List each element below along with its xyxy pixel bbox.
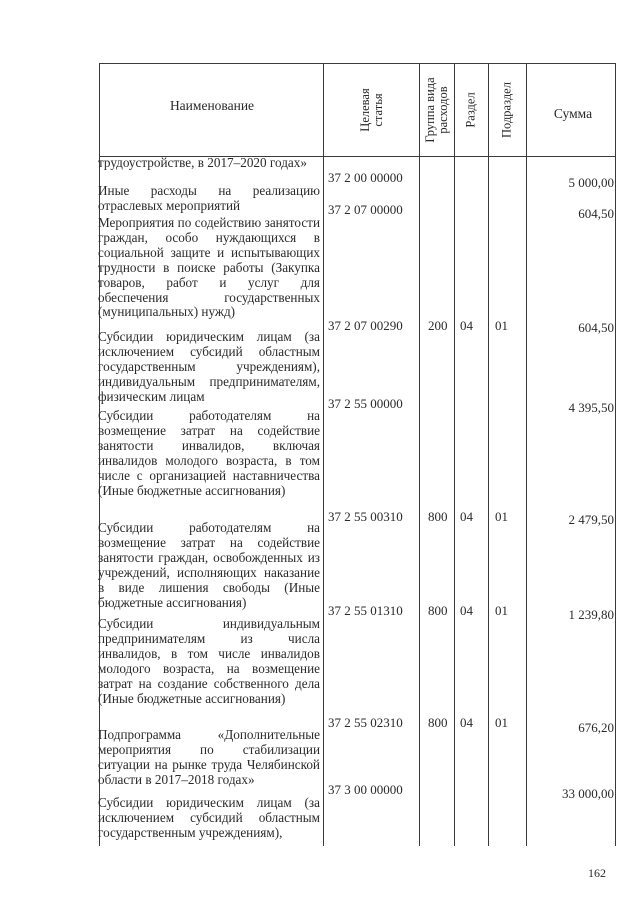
table-right-border: [615, 63, 616, 846]
row-name: Мероприятия по содействию занятости граждан, особо нуждающихся в социальной защите и испытывающих трудности в поиске работы (Закупка товаров, работ и услуг для обеспечения государственных (муниципальных) нужд): [98, 215, 320, 320]
row-group: 200: [428, 318, 448, 333]
header-subsection: Подраздел: [499, 82, 514, 138]
row-sum: 33 000,00: [562, 786, 614, 801]
row-subsection: 01: [495, 603, 508, 618]
row-group: 800: [428, 715, 448, 730]
table-top-border: [99, 63, 616, 64]
row-sum: 1 239,80: [568, 607, 614, 622]
column-divider: [526, 63, 527, 846]
row-sum: 676,20: [578, 720, 614, 735]
row-section: 04: [460, 715, 473, 730]
header-section: Раздел: [463, 92, 478, 128]
row-code: 37 3 00 00000: [328, 782, 403, 797]
row-section: 04: [460, 509, 473, 524]
row-sum: 2 479,50: [568, 512, 614, 527]
row-group: 800: [428, 509, 448, 524]
row-sum: 604,50: [578, 206, 614, 221]
row-name: трудоустройстве, в 2017–2020 годах»: [98, 155, 307, 170]
row-sum: 604,50: [578, 320, 614, 335]
row-name: Субсидии индивидуальным предпринимателям из числа инвалидов, в том числе инвалидов молодого возраста, на возмещение затрат на создание собственного дела (Иные бюджетные ассигнования): [98, 616, 320, 706]
row-name: Иные расходы на реализацию отраслевых мероприятий: [98, 183, 320, 213]
row-name: Субсидии юридическим лицам (за исключением субсидий областным государственным учреждениям),: [98, 795, 320, 840]
page-number: 162: [588, 866, 606, 880]
row-subsection: 01: [495, 318, 508, 333]
row-code: 37 2 55 00000: [328, 396, 403, 411]
row-subsection: 01: [495, 715, 508, 730]
header-name: Наименование: [169, 98, 255, 113]
row-code: 37 2 55 00310: [328, 509, 403, 524]
row-name: Субсидии работодателям на возмещение затрат на содействие занятости инвалидов, включая инвалидов молодого возраста, в том числе с организацией наставничества (Иные бюджетные ассигнования): [98, 408, 320, 498]
row-section: 04: [460, 318, 473, 333]
row-sum: 5 000,00: [568, 175, 614, 190]
column-divider: [419, 63, 420, 846]
row-group: 800: [428, 603, 448, 618]
row-name: Субсидии юридическим лицам (за исключением субсидий областным государственным учреждениям), индивидуальным предпринимателям, физическим лицам: [98, 329, 320, 404]
row-code: 37 2 55 01310: [328, 603, 403, 618]
row-subsection: 01: [495, 509, 508, 524]
row-name: Субсидии работодателям на возмещение затрат на содействие занятости граждан, освобожденных из учреждений, исполняющих наказание в виде лишения свободы (Иные бюджетные ассигнования): [98, 520, 320, 610]
row-code: 37 2 00 00000: [328, 170, 403, 185]
row-section: 04: [460, 603, 473, 618]
row-code: 37 2 07 00000: [328, 202, 403, 217]
column-divider: [454, 63, 455, 846]
row-name: Подпрограмма «Дополнительные мероприятия по стабилизации ситуации на рынке труда Челябинской области в 2017–2018 годах»: [98, 727, 320, 787]
header-target: Целевая статья: [358, 88, 385, 132]
column-divider: [488, 63, 489, 846]
row-code: 37 2 07 00290: [328, 318, 403, 333]
header-sum: Сумма: [553, 106, 593, 121]
row-sum: 4 395,50: [568, 400, 614, 415]
row-code: 37 2 55 02310: [328, 715, 403, 730]
header-group: Группа вида расходов: [423, 77, 450, 143]
column-divider: [323, 63, 324, 846]
